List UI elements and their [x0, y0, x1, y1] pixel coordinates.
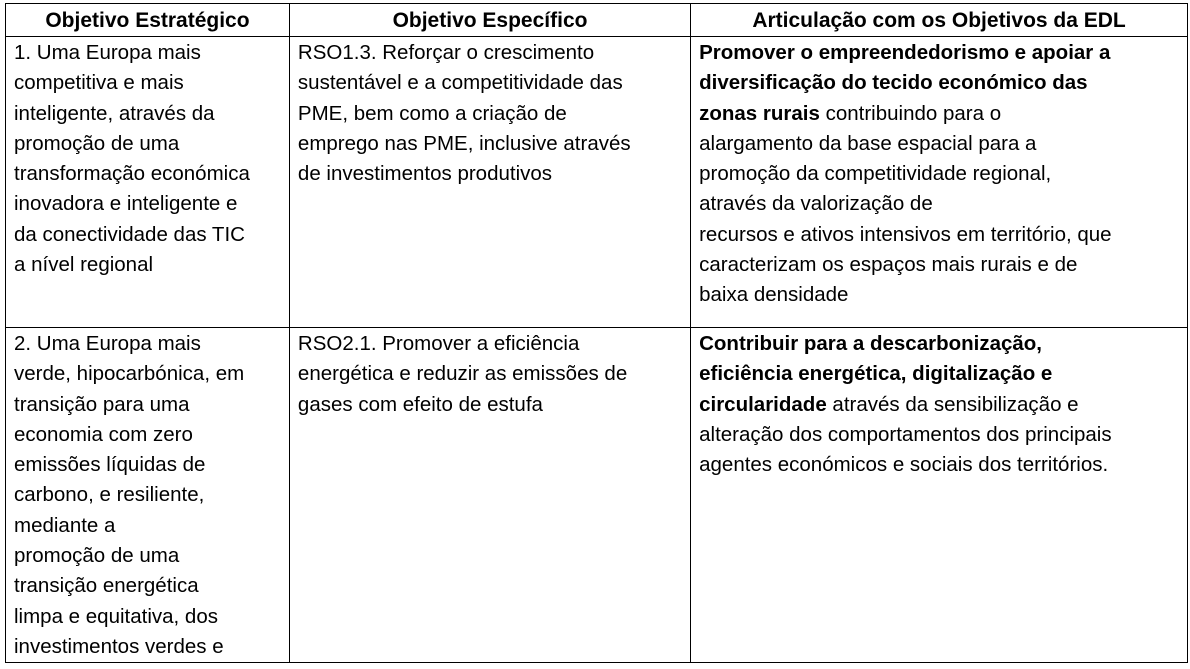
- cell-text-line: limpa e equitativa, dos: [14, 604, 218, 628]
- specific-objective-cell: [289, 328, 690, 663]
- strategic-objective-cell: [6, 37, 290, 328]
- cell-bold-text: zonas rurais: [699, 101, 820, 125]
- cell-text-line: economia com zero: [14, 422, 193, 446]
- cell-text-line: alteração dos comportamentos dos principais: [699, 422, 1112, 446]
- cell-text-line: da conectividade das TIC: [14, 222, 245, 246]
- cell-text-line: baixa densidade: [699, 283, 849, 307]
- cell-text-line: sustentável e a competitividade das: [297, 71, 623, 95]
- cell-bold-text: circularidade: [699, 392, 827, 416]
- cell-text-line: promoção de uma: [14, 131, 180, 155]
- cell-text-line: promoção de uma: [14, 544, 180, 568]
- strategic-objective-cell: [6, 328, 290, 663]
- cell-text-line: 2. Uma Europa mais: [14, 332, 201, 355]
- cell-text-line: RSO1.3. Reforçar o crescimento: [297, 41, 595, 64]
- cell-text-line: através da valorização de: [699, 192, 933, 216]
- specific-objective-cell: [289, 37, 690, 328]
- cell-mixed-line: [699, 99, 1182, 129]
- cell-text-line: agentes económicos e sociais dos territórios.: [699, 453, 1109, 477]
- cell-bold-line: eficiência energética, digitalização e: [699, 362, 1053, 386]
- cell-text-line: competitiva e mais: [14, 71, 184, 95]
- cell-text-line: mediante a: [14, 513, 116, 537]
- cell-text-line: de investimentos produtivos: [297, 162, 553, 186]
- table-row: [6, 37, 1188, 328]
- cell-text-line: transição para uma: [14, 392, 190, 416]
- cell-text-line: caracterizam os espaços mais rurais e de: [699, 253, 1078, 277]
- cell-text: através da sensibilização e: [826, 392, 1079, 416]
- edl-articulation-cell: [691, 37, 1188, 328]
- edl-articulation-cell: [691, 328, 1188, 663]
- cell-text-line: transformação económica: [14, 162, 250, 186]
- cell-text: contribuindo para o: [819, 101, 1002, 125]
- header-specific-objective: Objetivo Específico: [289, 4, 690, 37]
- cell-text-line: transição energética: [14, 574, 199, 598]
- cell-bold-line: Contribuir para a descarbonização,: [699, 332, 1043, 355]
- cell-text-line: gases com efeito de estufa: [297, 392, 543, 416]
- table-row: [6, 328, 1188, 663]
- table-header-row: [6, 4, 1188, 37]
- cell-text-line: carbono, e resiliente,: [14, 483, 205, 507]
- cell-text-line: a nível regional: [14, 253, 154, 277]
- cell-text-line: RSO2.1. Promover a eficiência: [297, 332, 580, 355]
- cell-text-line: emissões líquidas de: [14, 453, 206, 477]
- cell-text-line: inovadora e inteligente e: [14, 192, 238, 216]
- cell-bold-line: Promover o empreendedorismo e apoiar a: [699, 41, 1111, 64]
- cell-text-line: PME, bem como a criação de: [297, 101, 567, 125]
- header-edl-articulation: Articulação com os Objetivos da EDL: [691, 4, 1188, 37]
- cell-text-line: emprego nas PME, inclusive através: [297, 131, 631, 155]
- cell-text-line: inteligente, através da: [14, 101, 215, 125]
- cell-text-line: alargamento da base espacial para a: [699, 131, 1037, 155]
- cell-mixed-line: [699, 390, 1182, 420]
- cell-bold-line: diversificação do tecido económico das: [699, 71, 1088, 95]
- cell-text-line: investimentos verdes e: [14, 634, 224, 658]
- header-strategic-objective: Objetivo Estratégico: [6, 4, 290, 37]
- cell-text-line: recursos e ativos intensivos em território, que: [699, 222, 1112, 246]
- cell-text-line: promoção da competitividade regional,: [699, 162, 1052, 186]
- cell-text-line: energética e reduzir as emissões de: [297, 362, 628, 386]
- cell-text-line: 1. Uma Europa mais: [14, 41, 201, 64]
- cell-text-line: verde, hipocarbónica, em: [14, 362, 245, 386]
- edl-objectives-table: [5, 3, 1188, 663]
